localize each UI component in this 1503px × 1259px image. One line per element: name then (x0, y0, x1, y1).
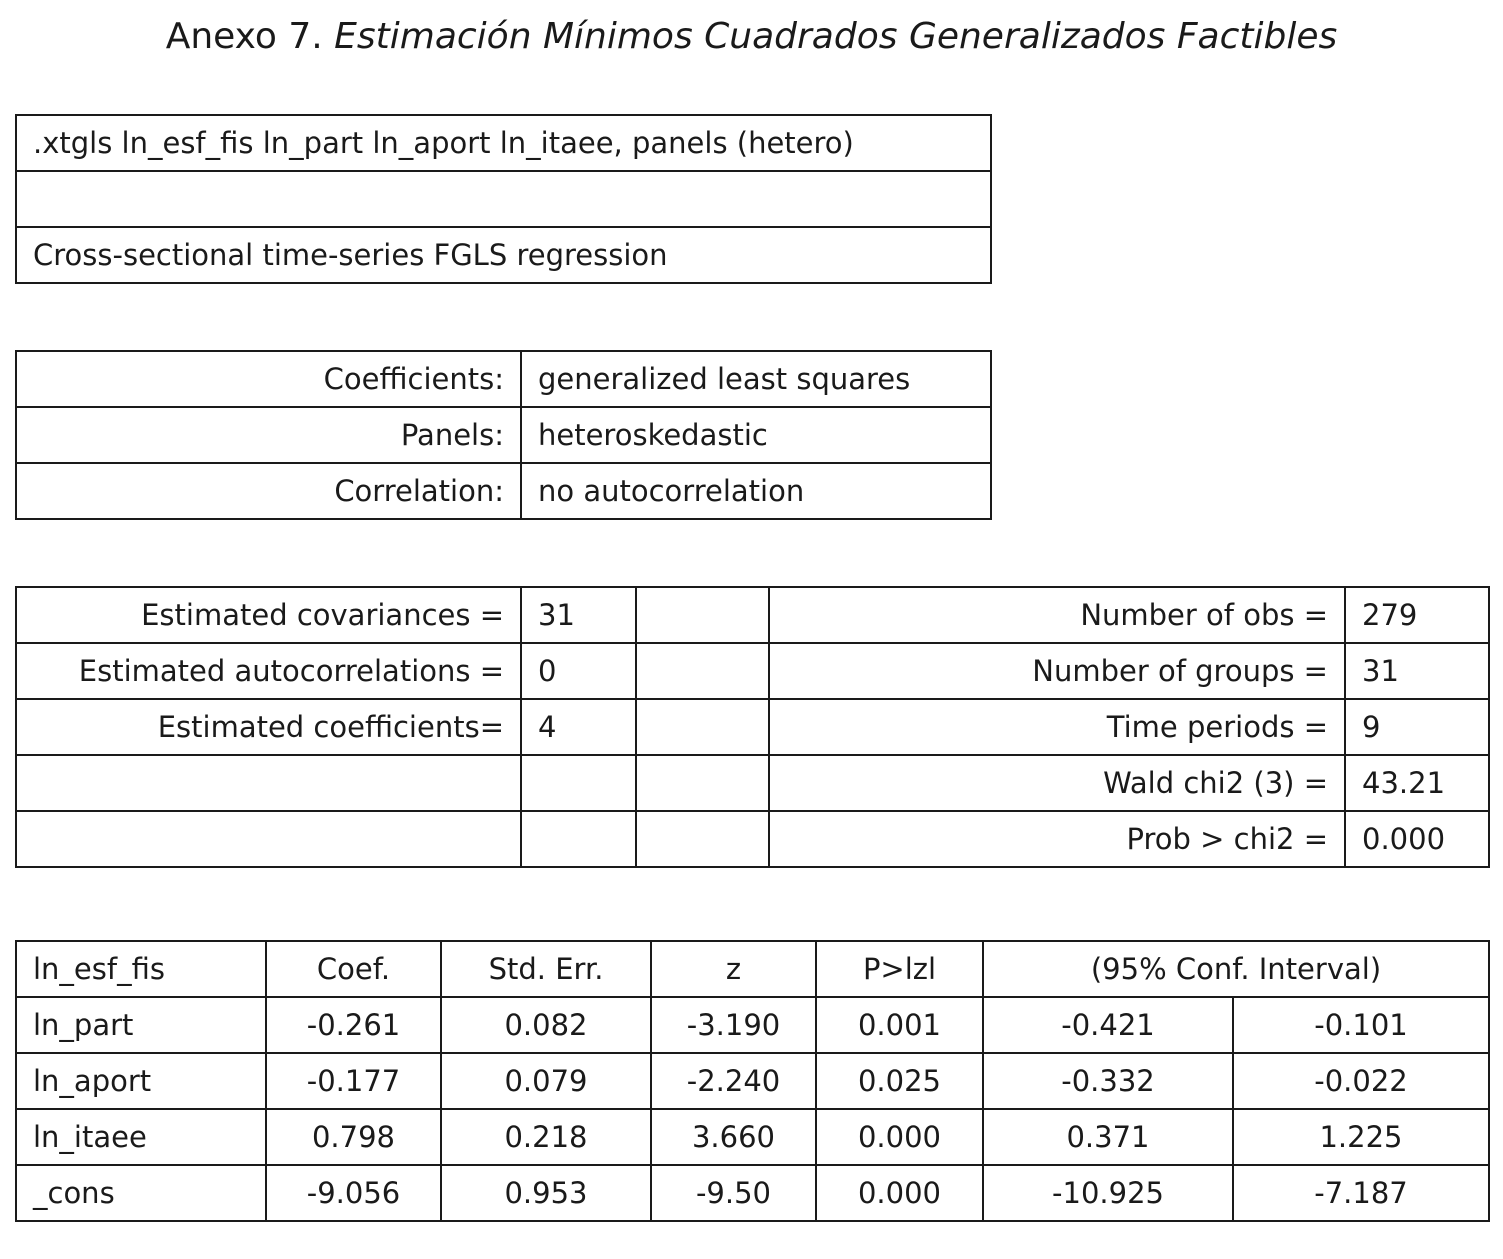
ci-lower: -0.421 (983, 997, 1233, 1053)
stat-left-label (16, 811, 521, 867)
p-value: 0.025 (816, 1053, 983, 1109)
stat-right-label: Prob > chi2 = (769, 811, 1345, 867)
column-header: (95% Conf. Interval) (983, 941, 1489, 997)
table-row (16, 407, 991, 463)
variable-name: ln_aport (16, 1053, 266, 1109)
coef-value: -0.177 (266, 1053, 441, 1109)
p-value: 0.001 (816, 997, 983, 1053)
coef-value: -9.056 (266, 1165, 441, 1221)
ci-lower: 0.371 (983, 1109, 1233, 1165)
stat-right-label: Number of obs = (769, 587, 1345, 643)
ci-upper: 1.225 (1233, 1109, 1489, 1165)
stat-left-value: 0 (521, 643, 636, 699)
title-prefix: Anexo 7. (165, 16, 323, 57)
p-value: 0.000 (816, 1109, 983, 1165)
stat-right-label: Number of groups = (769, 643, 1345, 699)
stat-left-label: Estimated autocorrelations = (16, 643, 521, 699)
table-row (16, 811, 1489, 867)
table-row (16, 643, 1489, 699)
stat-left-value: 31 (521, 587, 636, 643)
z-value: -9.50 (651, 1165, 816, 1221)
stat-spacer (636, 643, 769, 699)
stats-table (15, 586, 1490, 868)
method-value: heteroskedastic (521, 407, 991, 463)
title-italic: Estimación Mínimos Cuadrados Generalizados Factibles (334, 16, 1338, 57)
ci-upper: -0.022 (1233, 1053, 1489, 1109)
stat-right-value: 279 (1345, 587, 1489, 643)
page-title (0, 14, 1503, 60)
stat-left-label: Estimated covariances = (16, 587, 521, 643)
command-blank (16, 171, 991, 227)
std-err-value: 0.953 (441, 1165, 651, 1221)
column-header: z (651, 941, 816, 997)
stat-right-label: Wald chi2 (3) = (769, 755, 1345, 811)
command-line: .xtgls ln_esf_fis ln_part ln_aport ln_itaee, panels (hetero) (16, 115, 991, 171)
table-row (16, 1109, 1489, 1165)
z-value: -3.190 (651, 997, 816, 1053)
stat-right-value: 0.000 (1345, 811, 1489, 867)
table-row (16, 699, 1489, 755)
column-header: P>lzl (816, 941, 983, 997)
stat-left-value: 4 (521, 699, 636, 755)
stat-right-value: 43.21 (1345, 755, 1489, 811)
stat-spacer (636, 755, 769, 811)
std-err-value: 0.218 (441, 1109, 651, 1165)
method-table (15, 350, 992, 520)
ci-lower: -0.332 (983, 1053, 1233, 1109)
variable-name: ln_itaee (16, 1109, 266, 1165)
stat-spacer (636, 699, 769, 755)
column-header: ln_esf_fis (16, 941, 266, 997)
variable-name: ln_part (16, 997, 266, 1053)
ci-upper: -7.187 (1233, 1165, 1489, 1221)
stat-spacer (636, 811, 769, 867)
table-row (16, 227, 991, 283)
p-value: 0.000 (816, 1165, 983, 1221)
stat-left-value (521, 811, 636, 867)
variable-name: _cons (16, 1165, 266, 1221)
stat-left-label (16, 755, 521, 811)
method-label: Correlation: (16, 463, 521, 519)
table-row (16, 755, 1489, 811)
coef-value: 0.798 (266, 1109, 441, 1165)
ci-upper: -0.101 (1233, 997, 1489, 1053)
table-row (16, 1053, 1489, 1109)
table-row (16, 171, 991, 227)
std-err-value: 0.079 (441, 1053, 651, 1109)
table-header-row (16, 941, 1489, 997)
table-row (16, 1165, 1489, 1221)
stat-right-value: 9 (1345, 699, 1489, 755)
method-label: Coefficients: (16, 351, 521, 407)
column-header: Coef. (266, 941, 441, 997)
table-row (16, 997, 1489, 1053)
column-header: Std. Err. (441, 941, 651, 997)
stat-spacer (636, 587, 769, 643)
method-value: no autocorrelation (521, 463, 991, 519)
coef-value: -0.261 (266, 997, 441, 1053)
stat-right-value: 31 (1345, 643, 1489, 699)
coefficients-table (15, 940, 1490, 1222)
method-label: Panels: (16, 407, 521, 463)
stat-left-value (521, 755, 636, 811)
stat-right-label: Time periods = (769, 699, 1345, 755)
stat-left-label: Estimated coefficients= (16, 699, 521, 755)
table-row (16, 463, 991, 519)
ci-lower: -10.925 (983, 1165, 1233, 1221)
z-value: -2.240 (651, 1053, 816, 1109)
std-err-value: 0.082 (441, 997, 651, 1053)
z-value: 3.660 (651, 1109, 816, 1165)
method-value: generalized least squares (521, 351, 991, 407)
table-row (16, 351, 991, 407)
table-row (16, 587, 1489, 643)
command-table (15, 114, 992, 284)
regression-description: Cross-sectional time-series FGLS regression (16, 227, 991, 283)
table-row (16, 115, 991, 171)
